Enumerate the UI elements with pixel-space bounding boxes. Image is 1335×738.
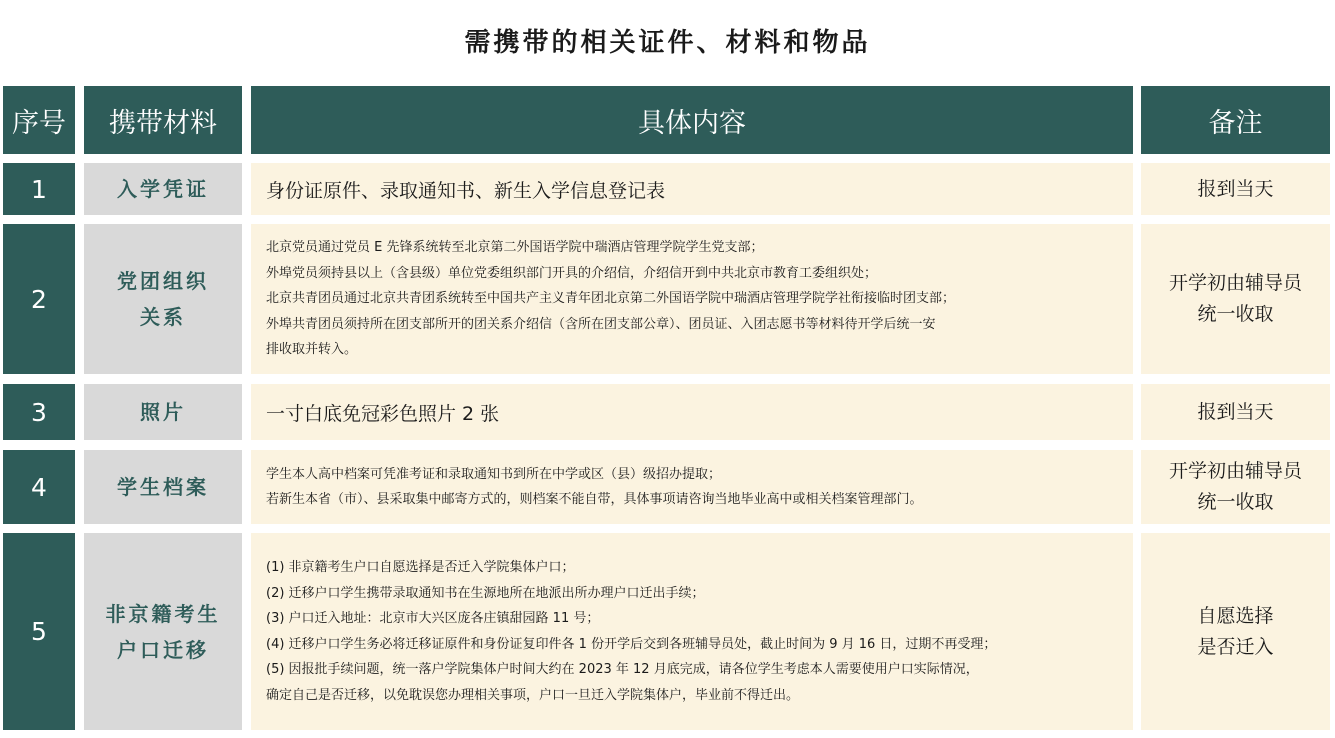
- content-line: 确定自己是否迁移，以免耽误您办理相关事项，户口一旦迁入学院集体户，毕业前不得迁出。: [266, 687, 800, 703]
- content-line: 排收取并转入。: [266, 342, 358, 358]
- content-line: 北京共青团员通过北京共青团系统转至中国共产主义青年团北京第二外国语学院中瑞酒店管理学院学社衔接临时团支部；: [266, 291, 956, 307]
- header-no: 序号: [3, 86, 75, 154]
- content-line: 学生本人高中档案可凭准考证和录取通知书到所在中学或区（县）级招办提取；: [266, 466, 722, 482]
- note-line: 开学初由辅导员: [1168, 460, 1302, 482]
- content-line: (5) 因报批手续问题，统一落户学院集体户时间大约在 2023 年 12 月底完成，请各位学生考虑本人需要使用户口实际情况，: [266, 662, 979, 677]
- content-line: (4) 迁移户口学生务必将迁移证原件和身份证复印件各 1 份开学后交到各班辅导员处，截止时间为 9 月 16 日，过期不再受理；: [266, 636, 997, 652]
- content-line: 若新生本省（市）、县采取集中邮寄方式的，则档案不能自带，具体事项请咨询当地毕业高中或相关档案管理部门。: [266, 492, 923, 507]
- material-line: 入学凭证: [117, 177, 209, 201]
- row-number: 2: [3, 224, 75, 374]
- note-line: 报到当天: [1197, 177, 1274, 200]
- row-material: [84, 224, 242, 374]
- row-number: 1: [3, 163, 75, 215]
- content-line: 外埠党员须持县以上（含县级）单位党委组织部门开具的介绍信，介绍信开到中共北京市教育工委组织处；: [266, 265, 878, 281]
- row-note: [1141, 533, 1330, 730]
- row-note: [1141, 224, 1330, 374]
- row-content: [251, 450, 1133, 524]
- row-note: [1141, 450, 1330, 524]
- row-note: [1141, 163, 1330, 215]
- row-number: 4: [3, 450, 75, 524]
- material-line: 学生档案: [117, 475, 209, 499]
- row-note: [1141, 384, 1330, 440]
- header-note: 备注: [1141, 86, 1330, 154]
- row-number: 3: [3, 384, 75, 440]
- material-line: 关系: [140, 305, 186, 329]
- row-content: [251, 384, 1133, 440]
- note-line: 自愿选择: [1197, 604, 1274, 627]
- note-line: 报到当天: [1197, 400, 1274, 423]
- content-line: (2) 迁移户口学生携带录取通知书在生源地所在地派出所办理户口迁出手续；: [266, 585, 705, 601]
- row-material: [84, 163, 242, 215]
- note-line: 统一收取: [1197, 491, 1274, 513]
- header-content: 具体内容: [251, 86, 1133, 154]
- row-material: [84, 450, 242, 524]
- content-line: (1) 非京籍考生户口自愿选择是否迁入学院集体户口；: [266, 560, 575, 575]
- material-line: 非京籍考生: [105, 601, 221, 626]
- header-material: 携带材料: [84, 86, 242, 154]
- material-line: 户口迁移: [117, 637, 209, 662]
- row-content: [251, 224, 1133, 374]
- note-line: 是否迁入: [1197, 635, 1274, 658]
- row-material: [84, 533, 242, 730]
- note-line: 开学初由辅导员: [1168, 272, 1302, 294]
- content-line: 身份证原件、录取通知书、新生入学信息登记表: [266, 179, 666, 202]
- content-line: 北京党员通过党员 E 先锋系统转至北京第二外国语学院中瑞酒店管理学院学生党支部；: [266, 240, 764, 256]
- row-number: 5: [3, 533, 75, 730]
- material-line: 照片: [140, 400, 186, 424]
- row-content: [251, 163, 1133, 215]
- row-content: [251, 533, 1133, 730]
- page-title: 需携带的相关证件、材料和物品: [464, 28, 871, 58]
- row-material: [84, 384, 242, 440]
- content-line: (3) 户口迁入地址：北京市大兴区庞各庄镇甜园路 11 号；: [266, 611, 600, 626]
- note-line: 统一收取: [1197, 303, 1274, 325]
- content-line: 外埠共青团员须持所在团支部所开的团关系介绍信（含所在团支部公章）、团员证、入团志愿书等材料待开学后统一安: [266, 316, 936, 332]
- content-line: 一寸白底免冠彩色照片 2 张: [266, 402, 500, 425]
- material-line: 党团组织: [117, 269, 209, 293]
